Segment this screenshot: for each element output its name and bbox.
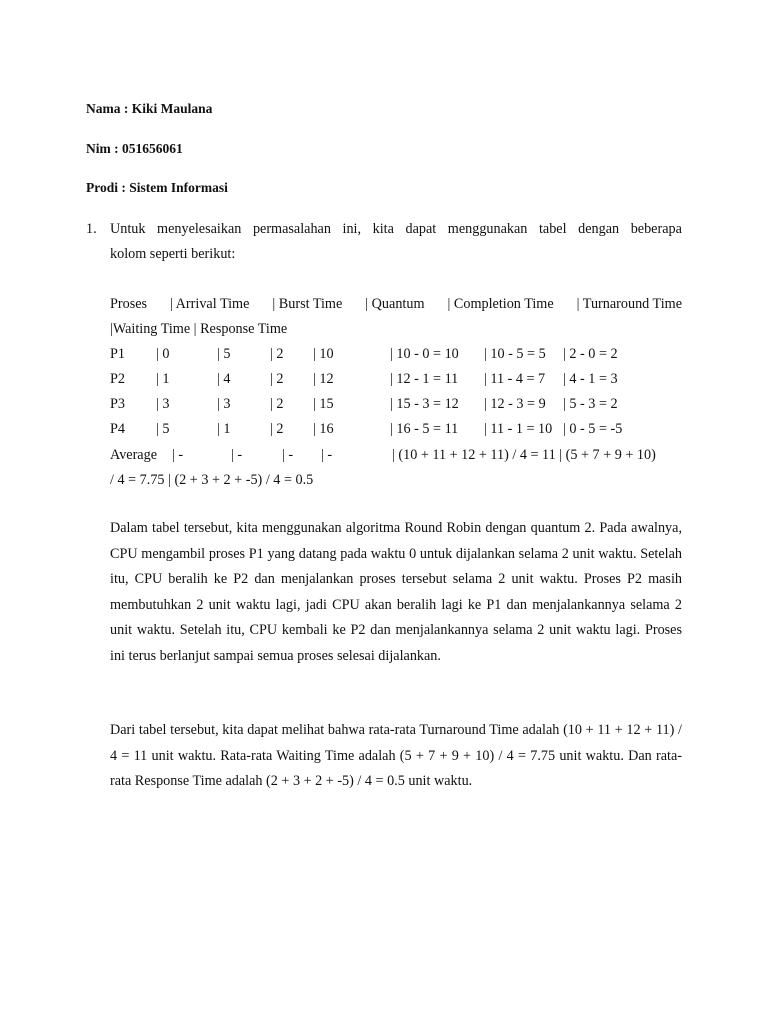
table-average-row (110, 446, 682, 464)
table-cell: | 5 - 3 = 2 (563, 396, 618, 412)
table-cell: P1 (110, 346, 125, 362)
table-cell: | 11 - 4 = 7 (484, 371, 546, 387)
table-cell: | - (231, 447, 243, 463)
paragraph-conclusion: Dari tabel tersebut, kita dapat melihat bahwa rata-rata Turnaround Time adalah (10 + 11 + 12 + 11) / 4 = 11 unit waktu. Rata-rata Waiting Time adalah (5 + 7 + 9 + 10) / 4 = 7.75 unit waktu. Dan rata-rata Response Time adalah (2 + 3 + 2 + -5) / 4 = 0.5 unit waktu. (110, 722, 682, 789)
table-cell: | 11 - 1 = 10 (484, 421, 553, 437)
header-completion: | Completion Time (447, 296, 554, 312)
table-row (110, 370, 682, 388)
list-number: 1. (86, 221, 97, 237)
table-cell: | 3 (217, 396, 231, 412)
intro-word: menyelesaikan (157, 221, 242, 237)
table-cell: | - (282, 447, 294, 463)
table-cell: | 2 (270, 421, 284, 437)
table-cell: | 15 - 3 = 12 (390, 396, 459, 412)
student-nim: Nim : 051656061 (86, 141, 183, 156)
intro-word: beberapa (630, 221, 682, 237)
intro-word: tabel (538, 221, 567, 237)
table-cell: | 5 (217, 346, 231, 362)
intro-word: dengan (578, 221, 620, 237)
table-cell: | 0 (156, 346, 170, 362)
table-cell: | 12 (313, 371, 334, 387)
table-cell: | 3 (156, 396, 170, 412)
table-cell: | 12 - 3 = 9 (484, 396, 546, 412)
table-header-row-2: |Waiting Time | Response Time (110, 321, 288, 337)
table-cell: | - (172, 447, 184, 463)
table-cell: | 2 - 0 = 2 (563, 346, 618, 362)
table-average-cont: / 4 = 7.75 | (2 + 3 + 2 + -5) / 4 = 0.5 (110, 472, 314, 488)
table-row (110, 420, 682, 438)
table-cell: | 2 (270, 371, 284, 387)
intro-word: permasalahan (252, 221, 331, 237)
table-cell: | 1 (156, 371, 170, 387)
header-turnaround: | Turnaround Time (576, 296, 682, 312)
table-cell: | 15 (313, 396, 334, 412)
table-cell: | 16 (313, 421, 334, 437)
table-header-row (110, 295, 682, 313)
table-row (110, 395, 682, 413)
header-quantum: | Quantum (365, 296, 425, 312)
table-cell: | 10 - 0 = 10 (390, 346, 459, 362)
intro-line-2: kolom seperti berikut: (110, 246, 236, 262)
intro-word: ini, (342, 221, 362, 237)
table-cell: | 0 - 5 = -5 (563, 421, 623, 437)
table-cell: P2 (110, 371, 125, 387)
table-cell: | 2 (270, 396, 284, 412)
table-cell: | - (321, 447, 333, 463)
header-arrival: | Arrival Time (170, 296, 250, 312)
study-program: Prodi : Sistem Informasi (86, 180, 228, 195)
table-cell: | 5 (156, 421, 170, 437)
table-cell: | 4 - 1 = 3 (563, 371, 618, 387)
average-formula: | (10 + 11 + 12 + 11) / 4 = 11 | (5 + 7 + 9 + 10) (392, 447, 656, 463)
table-cell: | 10 - 5 = 5 (484, 346, 546, 362)
intro-word: menggunakan (447, 221, 528, 237)
average-label: Average (110, 447, 157, 463)
table-cell: | 16 - 5 = 11 (390, 421, 459, 437)
table-cell: P4 (110, 421, 125, 437)
intro-word: dapat (405, 221, 437, 237)
paragraph-explanation: Dalam tabel tersebut, kita menggunakan algoritma Round Robin dengan quantum 2. Pada awalnya, CPU mengambil proses P1 yang datang pada waktu 0 untuk dijalankan selama 2 unit waktu. Setelah itu, CPU beralih ke P2 dan menjalankan proses tersebut selama 2 unit waktu. Proses P2 masih membutuhkan 2 unit waktu lagi, jadi CPU akan beralih lagi ke P1 dan menjalankannya selama 2 unit waktu. Setelah itu, CPU kembali ke P2 dan menjalankannya selama 2 unit waktu lagi. Proses ini terus berlanjut sampai semua proses selesai dijalankan. (110, 520, 682, 664)
table-cell: | 4 (217, 371, 231, 387)
header-burst: | Burst Time (272, 296, 343, 312)
intro-line-1 (110, 220, 682, 238)
table-cell: | 2 (270, 346, 284, 362)
intro-word: Untuk (110, 221, 146, 237)
intro-word: kita (372, 221, 394, 237)
student-name: Nama : Kiki Maulana (86, 101, 213, 116)
table-cell: P3 (110, 396, 125, 412)
table-cell: | 1 (217, 421, 231, 437)
header-proses: Proses (110, 296, 148, 312)
table-row (110, 345, 682, 363)
table-cell: | 10 (313, 346, 334, 362)
table-cell: | 12 - 1 = 11 (390, 371, 459, 387)
